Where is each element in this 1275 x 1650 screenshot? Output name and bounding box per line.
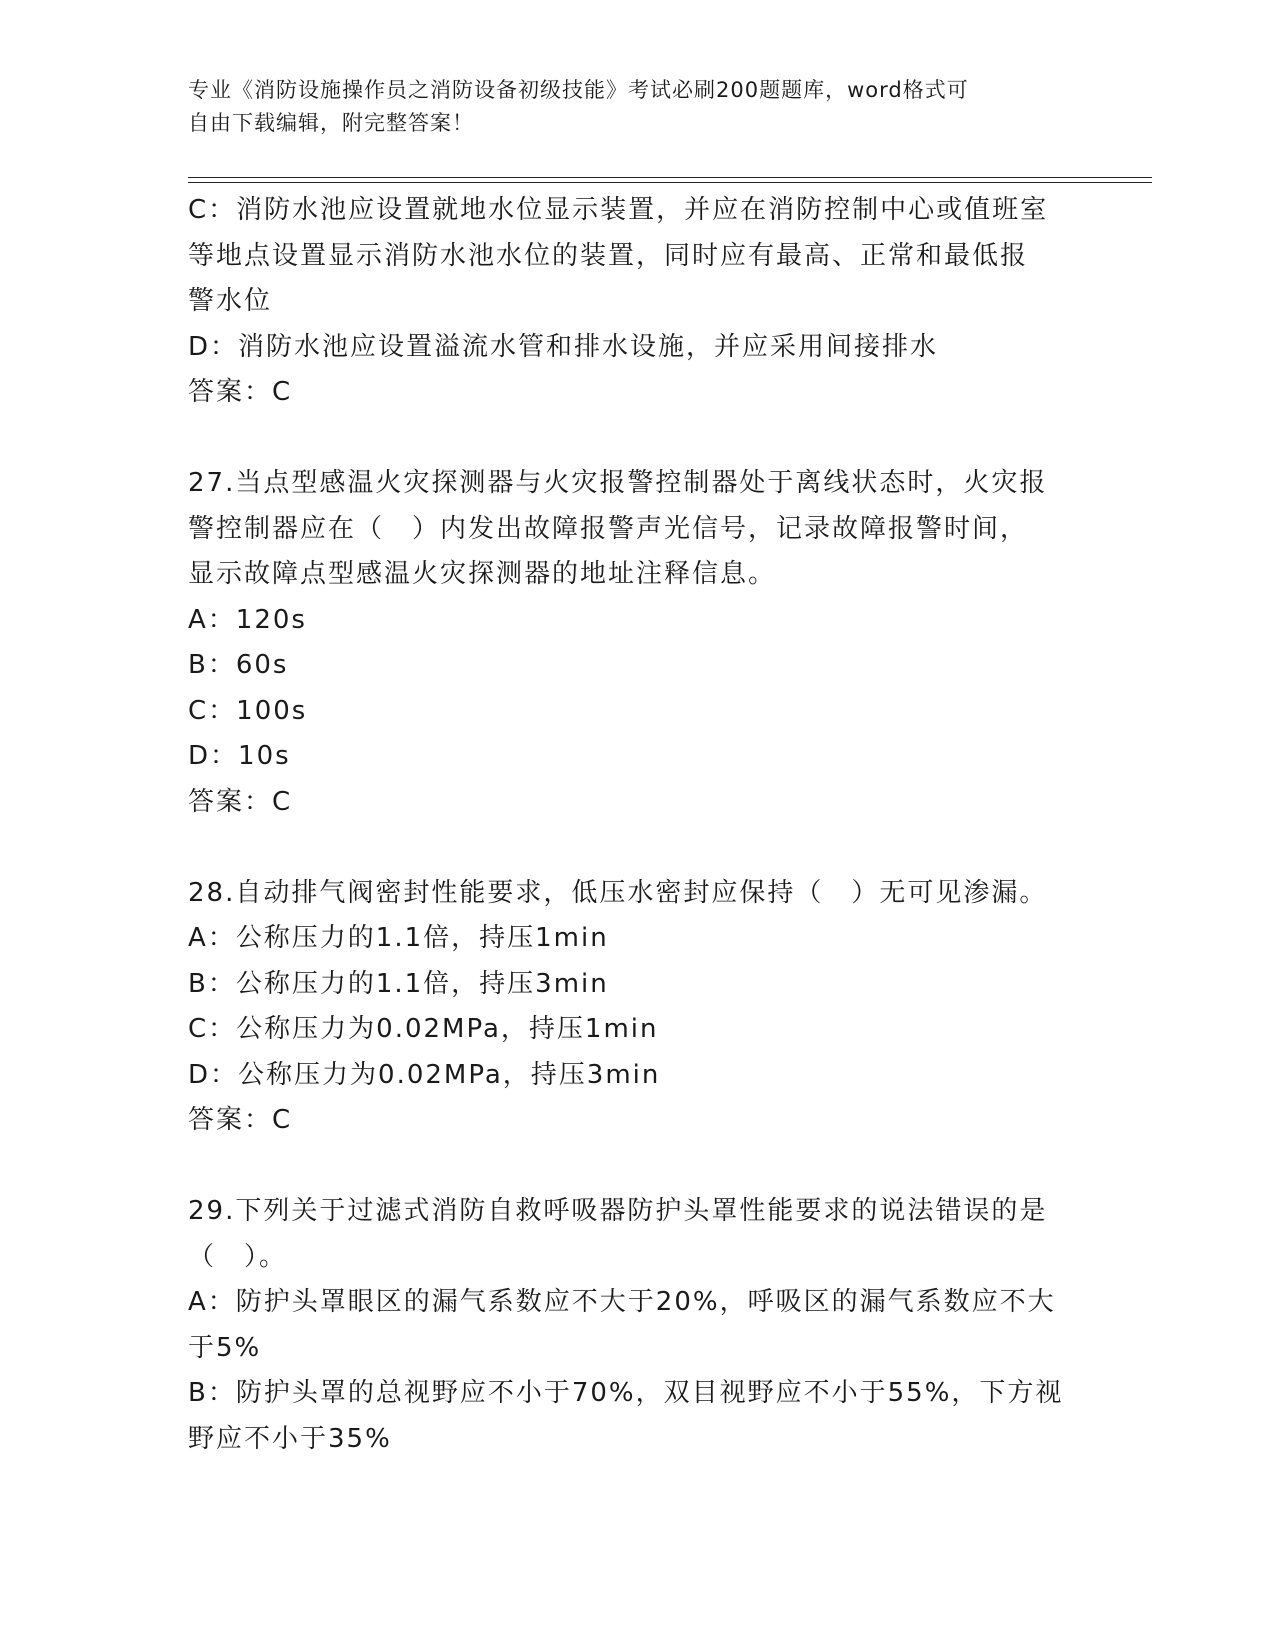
q28-option-a: A：公称压力的1.1倍，持压1min <box>188 923 609 953</box>
question-28 <box>188 871 1088 1144</box>
q27-stem-line-3: 显示故障点型感温火灾探测器的地址注释信息。 <box>188 559 777 589</box>
q29-stem-line-2: （ ）。 <box>188 1241 288 1272</box>
document-body <box>188 188 1088 1462</box>
spacer <box>188 1144 1088 1190</box>
question-27 <box>188 461 1088 825</box>
q29-option-b-line-2: 野应不小于35% <box>188 1423 392 1454</box>
q28-answer: 答案：C <box>188 1105 293 1135</box>
q26-option-c-line-1: C：消防水池应设置就地水位显示装置，并应在消防控制中心或值班室 <box>188 195 1049 225</box>
question-29 <box>188 1189 1088 1462</box>
q28-option-c: C：公称压力为0.02MPa，持压1min <box>188 1014 659 1044</box>
header-divider-bottom <box>188 182 1152 183</box>
q28-option-b: B：公称压力的1.1倍，持压3min <box>188 968 609 999</box>
q29-stem-line-1: 29.下列关于过滤式消防自救呼吸器防护头罩性能要求的说法错误的是 <box>188 1196 1048 1226</box>
q27-option-a: A：120s <box>188 604 307 635</box>
q28-option-d: D：公称压力为0.02MPa，持压3min <box>188 1059 661 1090</box>
q29-option-a-line-2: 于5% <box>188 1332 262 1363</box>
q29-option-b-line-1: B：防护头罩的总视野应不小于70%，双目视野应不小于55%，下方视 <box>188 1378 1064 1408</box>
q26-option-c-line-3: 警水位 <box>188 286 273 316</box>
header-line-1: 专业《消防设施操作员之消防设备初级技能》考试必刷200题题库，word格式可 <box>188 78 969 102</box>
q29-option-a-line-1: A：防护头罩眼区的漏气系数应不大于20%，呼吸区的漏气系数应不大 <box>188 1287 1056 1317</box>
q27-option-d: D：10s <box>188 741 291 771</box>
question-26-continued <box>188 188 1088 416</box>
header-divider-top <box>188 177 1152 178</box>
document-header <box>188 74 1068 140</box>
spacer <box>188 416 1088 462</box>
q27-answer: 答案：C <box>188 786 293 817</box>
q27-option-c: C：100s <box>188 695 308 726</box>
header-line-2: 自由下载编辑，附完整答案！ <box>188 111 474 135</box>
q27-stem-line-2: 警控制器应在（ ）内发出故障报警声光信号，记录故障报警时间， <box>188 513 1029 544</box>
q28-stem: 28.自动排气阀密封性能要求，低压水密封应保持（ ）无可见渗漏。 <box>188 877 1048 908</box>
spacer <box>188 825 1088 871</box>
q27-stem-line-1: 27.当点型感温火灾探测器与火灾报警控制器处于离线状态时，火灾报 <box>188 468 1048 498</box>
q26-answer: 答案：C <box>188 377 293 407</box>
q27-option-b: B：60s <box>188 650 289 680</box>
q26-option-c-line-2: 等地点设置显示消防水池水位的装置，同时应有最高、正常和最低报 <box>188 240 1029 271</box>
q26-option-d: D：消防水池应设置溢流水管和排水设施，并应采用间接排水 <box>188 331 939 362</box>
